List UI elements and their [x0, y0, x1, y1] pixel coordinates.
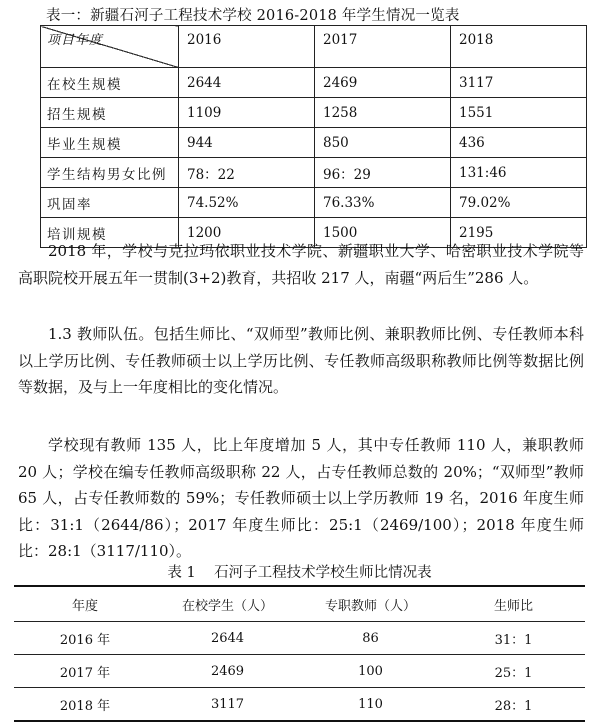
table-cell: 1258 [315, 98, 451, 128]
table-cell: 3117 [451, 68, 587, 98]
table-row [14, 655, 585, 688]
student-stats-table [40, 25, 587, 248]
table-cell: 131:46 [451, 158, 587, 188]
row-label: 培训规模 [41, 218, 179, 248]
table-row [41, 98, 587, 128]
table-row [14, 622, 585, 655]
column-header: 专职教师（人） [299, 586, 442, 622]
table-cell: 1500 [315, 218, 451, 248]
row-label: 巩固率 [41, 188, 179, 218]
year-header: 2016 [179, 26, 315, 68]
table-cell: 1109 [179, 98, 315, 128]
year-header: 2018 [451, 26, 587, 68]
table-cell: 2018 年 [14, 688, 156, 722]
student-teacher-ratio-table [14, 585, 585, 722]
table-cell: 86 [299, 622, 442, 655]
table-cell: 31：1 [442, 622, 585, 655]
table-cell: 76.33% [315, 188, 451, 218]
paragraph-enrollment: 2018 年，学校与克拉玛依职业技术学院、新疆职业大学、哈密职业技术学院等高职院校开展五年一贯制(3+2)教育，共招收 217 人，南疆“两后生”286 人。 [18, 242, 584, 287]
table-cell: 1551 [451, 98, 587, 128]
table-cell: 2644 [156, 622, 299, 655]
table-cell: 110 [299, 688, 442, 722]
column-header: 年度 [14, 586, 156, 622]
table1-title: 表一：新疆石河子工程技术学校 2016-2018 年学生情况一览表 [46, 8, 460, 24]
table-row [41, 128, 587, 158]
table-cell: 850 [315, 128, 451, 158]
table-cell: 436 [451, 128, 587, 158]
corner-cell [41, 26, 179, 68]
table-cell: 2469 [315, 68, 451, 98]
table-cell: 25：1 [442, 655, 585, 688]
paragraph-teacher-team: 1.3 教师队伍。包括生师比、“双师型”教师比例、兼职教师比例、专任教师本科以上学历比例、专任教师硕士以上学历比例、专任教师高级职称教师比例等数据比例等数据，及与上一年度相比的变化情况。 [18, 325, 584, 396]
table-row [41, 68, 587, 98]
table-header-row [14, 586, 585, 622]
table-cell: 74.52% [179, 188, 315, 218]
row-label: 招生规模 [41, 98, 179, 128]
table-cell: 2017 年 [14, 655, 156, 688]
table-cell: 2644 [179, 68, 315, 98]
table-row [41, 158, 587, 188]
table-header-row [41, 26, 587, 68]
corner-label: 项目年度 [47, 33, 104, 48]
table-cell: 78：22 [179, 158, 315, 188]
table-cell: 2016 年 [14, 622, 156, 655]
table2-title: 表 1 石河子工程技术学校生师比情况表 [167, 565, 432, 581]
paragraph-teacher-stats: 学校现有教师 135 人，比上年度增加 5 人，其中专任教师 110 人，兼职教师 20 人；学校在编专任教师高级职称 22 人，占专任教师总数的 20%；“双师型”教师 65 人，占专任教师数的 59%；专任教师硕士以上学历教师 19 名，2016 年度生师比：31:1（2644/86）；2017 年度生师比：25:1（2469/100）；2018 年度生师比：28:1（3117/110）。 [18, 436, 584, 560]
table-cell: 3117 [156, 688, 299, 722]
table-cell: 96：29 [315, 158, 451, 188]
table-cell: 944 [179, 128, 315, 158]
row-label: 在校生规模 [41, 68, 179, 98]
table-cell: 28：1 [442, 688, 585, 722]
row-label: 毕业生规模 [41, 128, 179, 158]
year-header: 2017 [315, 26, 451, 68]
table-cell: 79.02% [451, 188, 587, 218]
row-label: 学生结构男女比例 [41, 158, 179, 188]
table-cell: 1200 [179, 218, 315, 248]
column-header: 生师比 [442, 586, 585, 622]
table-cell: 2469 [156, 655, 299, 688]
column-header: 在校学生（人） [156, 586, 299, 622]
table-row [41, 188, 587, 218]
table-cell: 2195 [451, 218, 587, 248]
table-cell: 100 [299, 655, 442, 688]
